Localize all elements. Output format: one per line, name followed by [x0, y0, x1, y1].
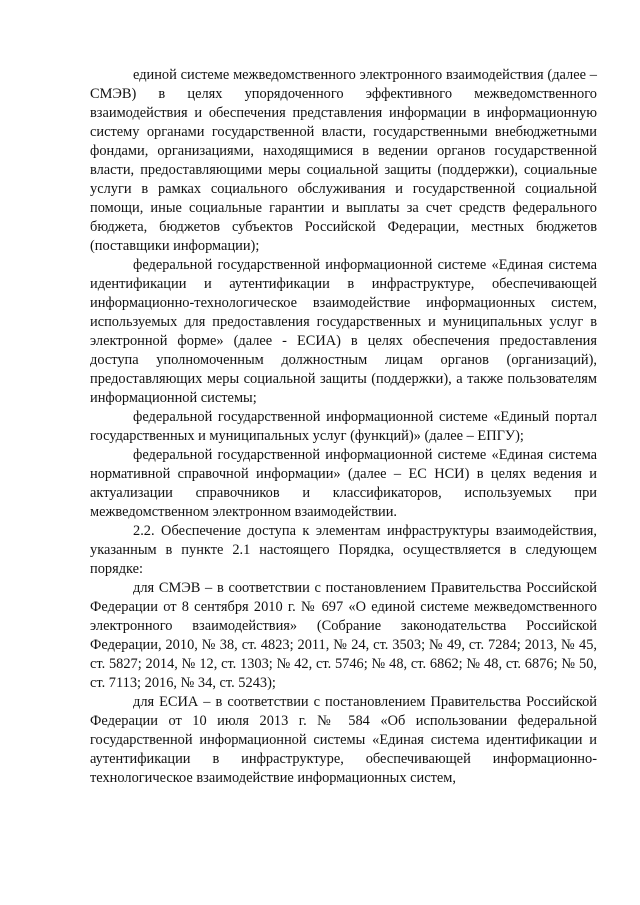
document-page: [90, 66, 597, 788]
paragraph-epgu: федеральной государственной информационной системе «Единый портал государственных и муниципальных услуг (функций)» (далее – ЕПГУ);: [90, 409, 597, 444]
paragraph-esia: федеральной государственной информационной системе «Единая система идентификации и аутентификации в инфраструктуре, обеспечивающей информационно-технологическое взаимодействие информационных систем, используемых для предоставления государственных и муниципальных услуг в электронной форме» (далее - ЕСИА) в целях обеспечения предоставления доступа уполномоченным должностным лицам органов (организаций), предоставляющих меры социальной защиты (поддержки), а также пользователям информационной системы;: [90, 257, 597, 406]
paragraph-section-2-2: 2.2. Обеспечение доступа к элементам инфраструктуры взаимодействия, указанным в пункте 2.1 настоящего Порядка, осуществляется в следующем порядке:: [90, 523, 597, 577]
paragraph-esia-access: для ЕСИА – в соответствии с постановлением Правительства Российской Федерации от 10 июля 2013 г. № 584 «Об использовании федеральной государственной информационной системы «Единая система идентификации и аутентификации в инфраструктуре, обеспечивающей информационно-технологическое взаимодействие информационных систем,: [90, 694, 597, 786]
paragraph-es-nsi: федеральной государственной информационной системе «Единая система нормативной справочной информации» (далее – ЕС НСИ) в целях ведения и актуализации справочников и классификаторов, используемых при межведомственном электронном взаимодействии.: [90, 447, 597, 520]
paragraph-smev-access: для СМЭВ – в соответствии с постановлением Правительства Российской Федерации от 8 сентября 2010 г. № 697 «О единой системе межведомственного электронного взаимодействия» (Собрание законодательства Российской Федерации, 2010, № 38, ст. 4823; 2011, № 24, ст. 3503; № 49, ст. 7284; 2013, № 45, ст. 5827; 2014, № 12, ст. 1303; № 42, ст. 5746; № 48, ст. 6862; № 48, ст. 6876; № 50, ст. 7113; 2016, № 34, ст. 5243);: [90, 580, 597, 691]
paragraph-smev: единой системе межведомственного электронного взаимодействия (далее – СМЭВ) в целях упорядоченного эффективного межведомственного взаимодействия и обеспечения представления информации в информационную систему органами государственной власти, государственными внебюджетными фондами, организациями, находящимися в ведении органов государственной власти, предоставляющими меры социальной защиты (поддержки), социальные услуги в рамках социального обслуживания и государственной социальной помощи, иные социальные гарантии и выплаты за счет средств федерального бюджета, бюджетов субъектов Российской Федерации, местных бюджетов (поставщики информации);: [90, 67, 597, 254]
